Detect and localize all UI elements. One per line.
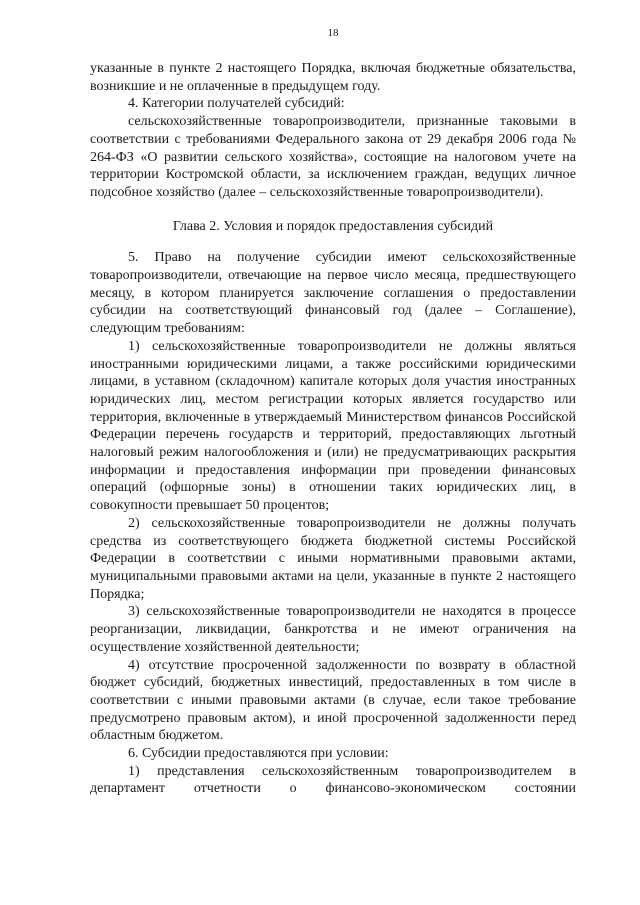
paragraph-producers-definition: сельскохозяйственные товаропроизводители, признанные таковыми в соответствии с требованиями Федерального закона от 29 декабря 2006 года № 264-ФЗ «О развитии сельского хозяйства», состоящие на налоговом учете на территории Костромской области, за исключением граждан, ведущих личное подсобное хозяйство (далее – сельскохозяйственные товаропроизводители). [90,114,576,200]
paragraph-continuation: указанные в пункте 2 настоящего Порядка, включая бюджетные обязательства, возникшие и не оплаченные в предыдущем году. [90,61,576,94]
paragraph-condition-1: 1) представления сельскохозяйственным товаропроизводителем в департамент отчетности о финансово-экономическом состоянии [90,763,576,797]
section-after-heading [90,249,576,798]
paragraph-clause-6: 6. Субсидии предоставляются при условии: [128,746,389,762]
paragraph-requirement-3: 3) сельскохозяйственные товаропроизводители не находятся в процессе реорганизации, ликвидации, банкротства и не имеют ограничения на осуществление хозяйственной деятельности; [90,604,576,655]
page-number: 18 [327,27,339,39]
paragraph-requirement-1: 1) сельскохозяйственные товаропроизводители не должны являться иностранными юридическими лицами, а также российскими юридическими лицами, в уставном (складочном) капитале которых доля участия иностранных юридических лиц, местом регистрации которых является государство или территория, включенные в утверждаемый Министерством финансов Российской Федерации перечень государств и территорий, предоставляющих льготный налоговый режим налогообложения и (или) не предусматривающих раскрытия информации и предоставления информации при проведении финансовых операций (офшорные зоны) в отношении таких юридических лиц, в совокупности превышает 50 процентов; [90,338,576,514]
section-before-heading [90,60,576,202]
paragraph-requirement-4: 4) отсутствие просроченной задолженности по возврату в областной бюджет субсидий, бюджетных инвестиций, предоставленных в том числе в соответствии с иными правовыми актами (в случае, если такое требование предусмотрено правовым актом), и иной просроченной задолженности перед областным бюджетом. [90,657,576,744]
document-page [90,26,576,798]
paragraph-recipient-categories: 4. Категории получателей субсидий: [128,96,345,112]
chapter-heading: Глава 2. Условия и порядок предоставления субсидий [172,218,494,234]
paragraph-clause-5: 5. Право на получение субсидии имеют сельскохозяйственные товаропроизводители, отвечающие на первое число месяца, предшествующего месяцу, в котором планируется заключение соглашения о предоставлении субсидии на соответствующий финансовый год (далее – Соглашение), следующим требованиям: [90,250,576,337]
paragraph-requirement-2: 2) сельскохозяйственные товаропроизводители не должны получать средства из соответствующего бюджета бюджетной системы Российской Федерации в соответствии с иными нормативными правовыми актами, муниципальными правовыми актами на цели, указанные в пункте 2 настоящего Порядка; [90,515,576,602]
